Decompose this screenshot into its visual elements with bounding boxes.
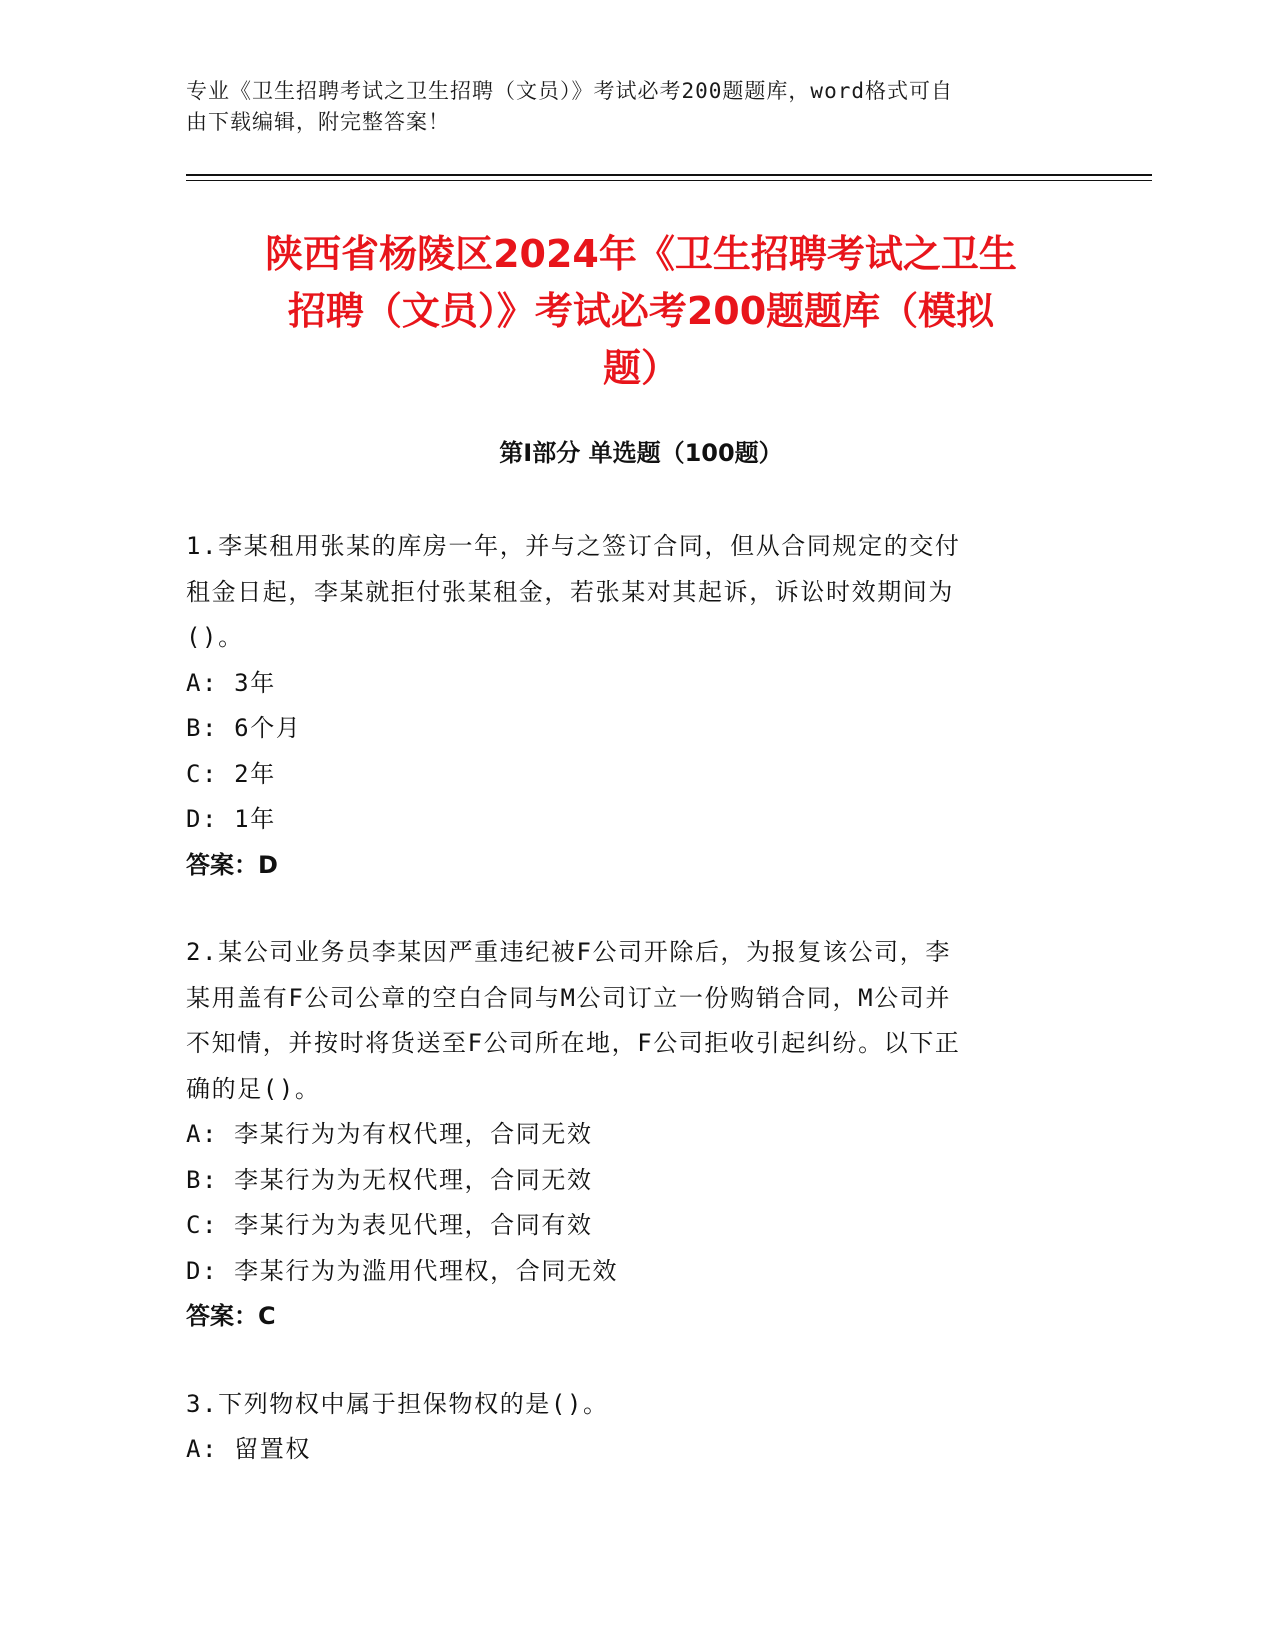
option-d: D: 李某行为为滥用代理权，合同无效 (186, 1256, 619, 1285)
answer: 答案：D (186, 850, 278, 879)
question-text-line: 不知情，并按时将货送至F公司所在地，F公司拒收引起纠纷。以下正 (186, 1029, 961, 1057)
question-text-line: 租金日起，李某就拒付张某租金，若张某对其起诉，诉讼时效期间为 (186, 577, 954, 606)
question-text-line: 3.下列物权中属于担保物权的是()。 (186, 1389, 609, 1418)
question-1 (186, 524, 1086, 888)
header-rule-thick (186, 174, 1152, 176)
header-rule-thin (186, 180, 1152, 181)
section-heading: 第Ⅰ部分 单选题（100题） (499, 439, 783, 467)
title-line3: 题） (602, 346, 679, 390)
title-line1: 陕西省杨陵区2024年《卫生招聘考试之卫生 (265, 232, 1017, 276)
option-b: B: 李某行为为无权代理，合同无效 (186, 1165, 593, 1194)
header-note-line1: 专业《卫生招聘考试之卫生招聘（文员）》考试必考200题题库，word格式可自 (186, 79, 953, 103)
question-text-line: 2.某公司业务员李某因严重违纪被F公司开除后，为报复该公司，李 (186, 938, 951, 966)
title-line2: 招聘（文员）》考试必考200题题库（模拟 (287, 289, 995, 333)
option-a: A: 李某行为为有权代理，合同无效 (186, 1120, 593, 1148)
option-a: A: 留置权 (186, 1435, 311, 1463)
document-title (186, 226, 1096, 397)
header-note (186, 76, 1066, 138)
question-text-line: 确的足()。 (186, 1074, 321, 1103)
question-text-line: 1.李某租用张某的库房一年，并与之签订合同，但从合同规定的交付 (186, 532, 961, 560)
question-text-line: ()。 (186, 623, 244, 651)
option-d: D: 1年 (186, 805, 276, 833)
question-list (186, 524, 1086, 1515)
option-c: C: 李某行为为表见代理，合同有效 (186, 1211, 593, 1239)
question-3 (186, 1382, 1086, 1473)
option-b: B: 6个月 (186, 714, 302, 742)
question-2 (186, 930, 1086, 1340)
option-c: C: 2年 (186, 759, 276, 788)
question-text-line: 某用盖有F公司公章的空白合同与M公司订立一份购销合同，M公司并 (186, 983, 951, 1012)
header-note-line2: 由下载编辑，附完整答案！ (186, 110, 450, 134)
option-a: A: 3年 (186, 668, 276, 697)
answer: 答案：C (186, 1302, 276, 1330)
